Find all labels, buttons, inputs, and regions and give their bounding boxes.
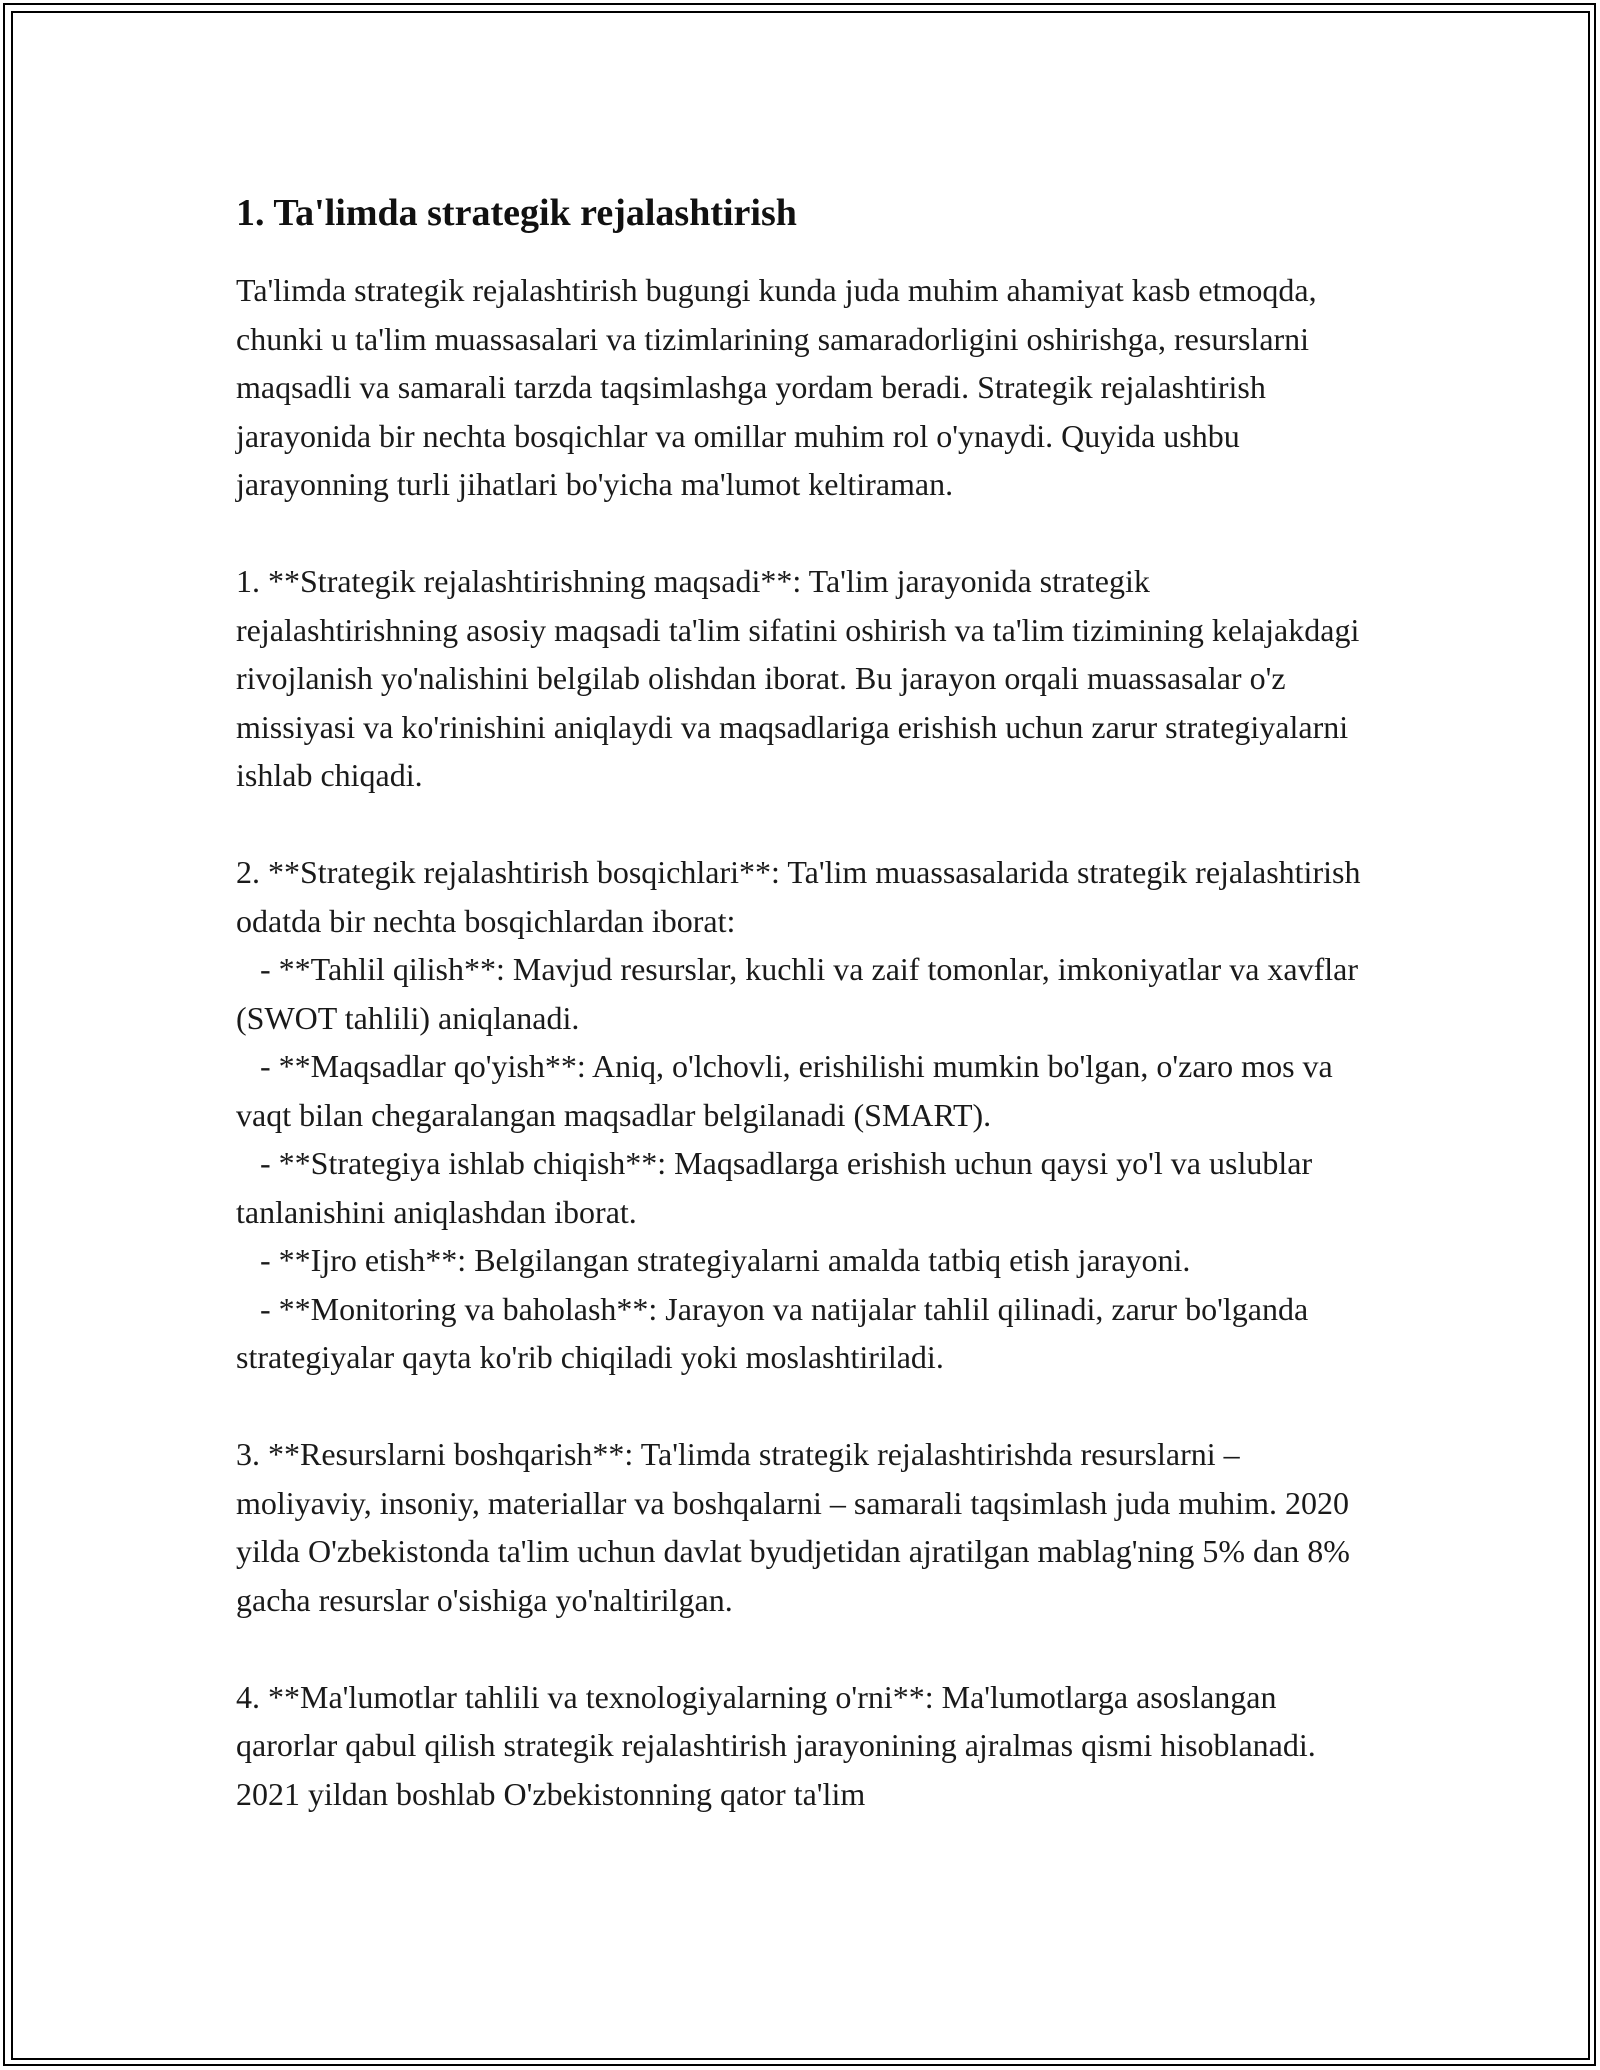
document-body: Ta'limda strategik rejalashtirish bugungi kunda juda muhim ahamiyat kasb etmoqda, chunki u ta'lim muassasalari va tizimlarining samaradorligini oshirishga, resurslarni maqsadli va samarali tarzda taqsimlashga yordam beradi. Strategik rejalashtirish jarayonida bir nechta bosqichlar va omillar muhim rol o'ynaydi. Quyida ushbu jarayonning turli jihatlari bo'yicha ma'lumot keltiraman. 1. **Strategik rejalashtirishning maqsadi**: Ta'lim jarayonida strategik rejalashtirishning asosiy maqsadi ta'lim sifatini oshirish va ta'lim tizimining kelajakdagi rivojlanish yo'nalishini belgilab olishdan iborat. Bu jarayon orqali muassasalar o'z missiyasi va ko'rinishini aniqlaydi va maqsadlariga erishish uchun zarur strategiyalarni ishlab chiqadi. 2. **Strategik rejalashtirish bosqichlari**: Ta'lim muassasalarida strategik rejalashtirish odatda bir nechta bosqichlardan iborat: - **Tahlil qilish**: Mavjud resurslar, kuchli va zaif tomonlar, imkoniyatlar va xavflar (SWOT tahlili) aniqlanadi. - **Maqsadlar qo'yish**: Aniq, o'lchovli, erishilishi mumkin bo'lgan, o'zaro mos va vaqt bilan chegaralangan maqsadlar belgilanadi (SMART). - **Strategiya ishlab chiqish**: Maqsadlarga erishish uchun qaysi yo'l va uslublar tanlanishini aniqlashdan iborat. - **Ijro etish**: Belgilangan strategiyalarni amalda tatbiq etish jarayoni. - **Monitoring va baholash**: Jarayon va natijalar tahlil qilinadi, zarur bo'lganda strategiyalar qayta ko'rib chiqiladi yoki moslashtiriladi. 3. **Resurslarni boshqarish**: Ta'limda strategik rejalashtirishda resurslarni – moliyaviy, insoniy, materiallar va boshqalarni – samarali taqsimlash juda muhim. 2020 yilda O'zbekistonda ta'lim uchun davlat byudjetidan ajratilgan mablag'ning 5% dan 8% gacha resurslar o'sishiga yo'naltirilgan. 4. **Ma'lumotlar tahlili va texnologiyalarning o'rni**: Ma'lumotlarga asoslangan qarorlar qabul qilish strategik rejalashtirish jarayonining ajralmas qismi hisoblanadi. 2021 yildan boshlab O'zbekistonning qator ta'lim (236, 272, 1361, 1812)
document-content (236, 188, 1376, 1818)
document-title: 1. Ta'limda strategik rejalashtirish (236, 192, 797, 234)
